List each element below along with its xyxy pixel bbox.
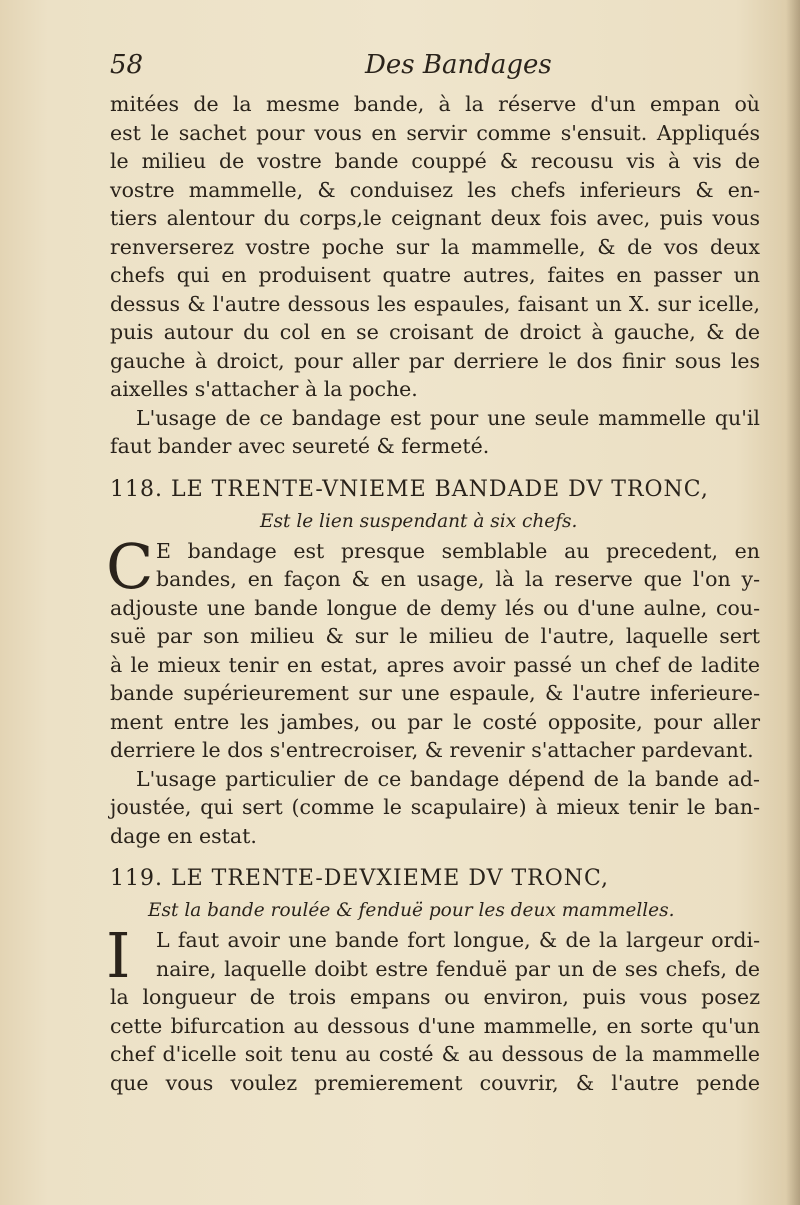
running-title: Des Bandages [365,50,552,80]
text-line: naire, laquelle doibt estre fenduë par un de ses chefs, de [156,956,760,981]
page-header [110,50,750,90]
text-line: puis autour du col en se croisant de droict à gauche, & de [110,320,760,344]
text-line: ment entre les jambes, ou par le costé opposite, pour aller [110,709,760,734]
section-118-usage [110,765,760,851]
text-line: vostre mammelle, & conduisez les chefs inferieurs & en- [110,177,760,202]
section-118-body [106,529,760,765]
text-line: E bandage est presque semblable au precedent, en [156,538,760,563]
drop-cap: I [106,919,131,992]
text-line: faut bander avec seureté & fermeté. [110,434,490,458]
text-line: chef d'icelle soit tenu au costé & au dessous de la mammelle [110,1042,760,1066]
text-line: chefs qui en produisent quatre autres, faites en passer un [110,263,760,287]
page-number: 58 [110,50,144,80]
paragraph-usage [110,404,760,461]
page-edge-shadow [786,0,800,1205]
section-119-heading: 119. LE TRENTE-DEVXIEME DV TRONC, [110,866,610,891]
text-line: L'usage particulier de ce bandage dépend de la bande ad- [136,766,760,791]
text-line: gauche à droict, pour aller par derriere le dos finir sous les [110,348,760,373]
text-line: L'usage de ce bandage est pour une seule mammelle qu'il [136,405,760,430]
text-line: adjouste une bande longue de demy lés ou d'une aulne, cou- [110,595,760,620]
drop-cap: C [106,529,154,603]
text-line: renverserez vostre poche sur la mammelle, & de vos deux [110,234,760,259]
text-line: bandes, en façon & en usage, là la reserve que l'on y- [156,567,760,591]
text-line: suë par son milieu & sur le milieu de l'autre, laquelle sert [110,624,760,648]
text-line: dage en estat. [110,823,257,848]
paragraph-continued [110,90,760,404]
text-line: bande supérieurement sur une espaule, & l'autre inferieure- [110,681,760,705]
text-line: cette bifurcation au dessous d'une mammelle, en sorte qu'un [110,1013,760,1038]
text-line: L faut avoir une bande fort longue, & de la largeur ordi- [156,928,760,952]
text-block [106,90,760,1097]
section-119-subtitle: Est la bande roulée & fenduë pour les deux mammelles. [148,900,675,921]
section-118-heading: 118. LE TRENTE-VNIEME BANDADE DV TRONC, [110,476,709,502]
text-line: derriere le dos s'entrecroiser, & revenir s'attacher pardevant. [110,738,754,762]
text-line: tiers alentour du corps,le ceignant deux fois avec, puis vous [110,206,760,230]
text-line: joustée, qui sert (comme le scapulaire) à mieux tenir le ban- [110,795,760,819]
text-line: que vous voulez premierement couvrir, & l'autre pende [110,1070,760,1095]
text-line: aixelles s'attacher à la poche. [110,377,418,401]
section-119-body [106,919,760,1097]
text-line: le milieu de vostre bande couppé & recousu vis à vis de [110,149,760,173]
text-line: à le mieux tenir en estat, apres avoir passé un chef de ladite [110,652,760,677]
text-line: est le sachet pour vous en servir comme s'ensuit. Appliqués [110,120,760,145]
section-118-subtitle: Est le lien suspendant à six chefs. [260,510,578,532]
text-line: mitées de la mesme bande, à la réserve d'un empan où [110,92,760,116]
text-line: dessus & l'autre dessous les espaules, faisant un X. sur icelle, [110,291,760,316]
text-line: la longueur de trois empans ou environ, puis vous posez [110,985,760,1009]
